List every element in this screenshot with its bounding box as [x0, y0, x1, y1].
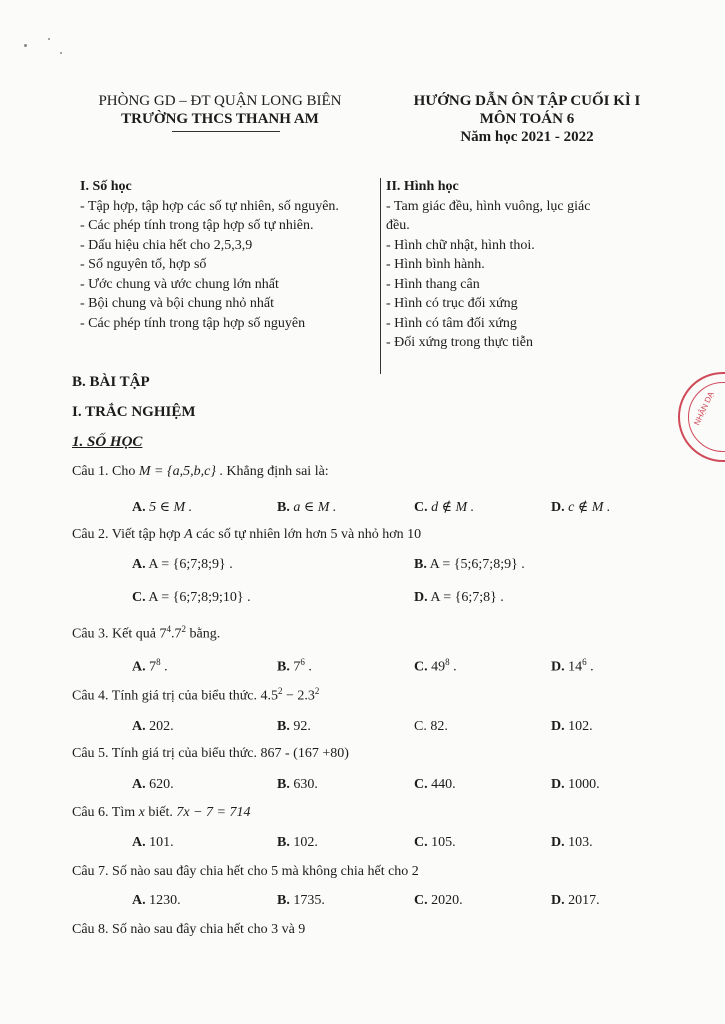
power-exponent: 2 — [181, 624, 186, 634]
option-letter: A. — [132, 659, 146, 675]
option-base: 7 — [293, 659, 301, 675]
option-exponent: 8 — [156, 657, 161, 667]
option-tail: . — [586, 659, 594, 675]
question-math: A — [184, 527, 193, 542]
q3-option-a — [132, 657, 168, 676]
option-base: 7 — [149, 659, 157, 675]
topic-item: - Hình thang cân — [386, 276, 480, 292]
option-letter: A. — [132, 777, 146, 792]
question-6 — [72, 805, 250, 821]
option-base: 49 — [431, 659, 446, 675]
red-stamp — [678, 372, 725, 462]
q2-option-c — [132, 590, 251, 606]
option-text: 105. — [431, 835, 456, 850]
question-label: Câu 1. Cho — [72, 464, 139, 479]
topic-item: đều. — [386, 218, 410, 233]
option-letter: B. — [277, 659, 290, 675]
power-exponent: 4 — [166, 624, 171, 634]
option-exponent: 6 — [582, 657, 587, 667]
q2-option-d — [414, 590, 504, 606]
school-year: Năm học 2021 - 2022 — [460, 129, 594, 145]
q5-option-b — [277, 777, 318, 793]
option-text: 101. — [149, 835, 174, 850]
q5-option-d — [551, 777, 600, 793]
topics-left-column — [80, 177, 339, 333]
option-text: 5 ∈ M . — [149, 500, 193, 515]
q1-option-c — [414, 499, 474, 516]
q5-option-a — [132, 777, 174, 793]
option-letter: C. — [414, 835, 428, 850]
q1-option-b — [277, 499, 336, 516]
option-letter: A. — [132, 719, 146, 734]
option-text: 92. — [293, 719, 311, 734]
expression-part: 4.5 — [260, 688, 279, 704]
option-text: 630. — [293, 777, 318, 792]
topic-item: - Hình chữ nhật, hình thoi. — [386, 237, 535, 253]
scan-speck — [48, 38, 50, 40]
option-letter: A. — [132, 893, 146, 908]
option-text: 102. — [568, 719, 593, 734]
topics-left-title: I. Số học — [80, 179, 132, 194]
expression-exponent: 2 — [278, 686, 283, 696]
topic-item: - Hình có trục đối xứng — [386, 296, 518, 311]
option-letter: C. — [414, 659, 428, 675]
question-8: Câu 8. Số nào sau đây chia hết cho 3 và 9 — [72, 922, 306, 937]
option-text: 1000. — [568, 777, 600, 792]
option-letter: B. — [277, 719, 290, 734]
question-label: Câu 4. Tính giá trị của biểu thức. — [72, 688, 261, 704]
expression-exponent: 2 — [314, 686, 320, 696]
question-3 — [72, 624, 220, 643]
dot: . — [170, 626, 175, 642]
option-letter: A. — [132, 835, 146, 850]
option-text: 620. — [149, 777, 174, 792]
q6-option-b — [277, 835, 318, 851]
q1-option-a — [132, 499, 192, 516]
option-letter: D. — [551, 719, 565, 734]
option-text: 2020. — [431, 893, 463, 908]
q4-option-d — [551, 719, 593, 735]
question-text: các số tự nhiên lớn hơn 5 và nhỏ hơn 10 — [192, 527, 422, 542]
q7-option-c — [414, 893, 463, 909]
option-letter: D. — [551, 659, 565, 675]
option-text: c ∉ M . — [568, 500, 611, 515]
school-name: TRƯỜNG THCS THANH AM — [121, 111, 319, 127]
option-exponent: 8 — [445, 657, 450, 667]
option-letter: B. — [277, 893, 290, 908]
option-letter: D. — [551, 835, 565, 850]
option-base: 14 — [568, 659, 583, 675]
option-letter: B. — [414, 557, 427, 572]
question-1 — [72, 464, 329, 480]
question-math: M = {a,5,b,c} — [138, 464, 216, 479]
question-text: biết. — [144, 805, 177, 820]
option-text: d ∉ M . — [431, 500, 475, 515]
red-stamp-text: NHẬN DẠ — [692, 390, 716, 427]
option-text: A = {6;7;8;9} . — [148, 557, 233, 572]
option-text: 440. — [431, 777, 456, 792]
option-text: 2017. — [568, 893, 600, 908]
topic-item: - Ước chung và ước chung lớn nhất — [80, 276, 279, 292]
department-name: PHÒNG GD – ĐT QUẬN LONG BIÊN — [98, 93, 342, 109]
q2-option-b — [414, 557, 525, 573]
option-letter: D. — [551, 777, 565, 792]
option-letter: C. — [132, 590, 146, 605]
option-text: 202. — [149, 719, 174, 734]
question-label: Câu 2. Viết tập hợp — [72, 527, 185, 542]
topic-item: - Các phép tính trong tập hợp số tự nhiên. — [80, 218, 314, 233]
topic-item: - Đối xứng trong thực tiễn — [386, 335, 533, 350]
topics-right-title: II. Hình học — [386, 179, 459, 194]
q7-option-d — [551, 893, 600, 909]
option-exponent: 6 — [300, 657, 305, 667]
topic-item: - Dấu hiệu chia hết cho 2,5,3,9 — [80, 237, 253, 253]
doc-subject: MÔN TOÁN 6 — [479, 111, 575, 127]
question-label: Câu 6. Tìm — [72, 805, 139, 820]
question-math: x — [138, 805, 145, 820]
q4-option-c — [414, 719, 448, 735]
option-text: A = {6;7;8;9;10} . — [148, 590, 251, 605]
option-letter: C. — [414, 500, 428, 515]
power-base: 7 — [174, 626, 182, 642]
question-text: bằng. — [185, 626, 221, 642]
topics-right-column — [386, 177, 590, 353]
scan-speck — [60, 52, 62, 54]
scan-speck — [24, 44, 27, 47]
option-letter: B. — [277, 500, 290, 515]
topic-item: - Hình có tâm đối xứng — [386, 315, 517, 331]
option-letter: B. — [277, 835, 290, 850]
topic-item: - Các phép tính trong tập hợp số nguyên — [80, 315, 306, 331]
doc-title: HƯỚNG DẪN ÔN TẬP CUỐI KÌ I — [413, 93, 641, 109]
q3-option-b — [277, 657, 312, 676]
section-exercises: B. BÀI TẬP — [72, 374, 150, 390]
option-letter: C. — [414, 777, 428, 792]
column-divider — [380, 178, 381, 374]
q5-option-c — [414, 777, 456, 793]
question-7: Câu 7. Số nào sau đây chia hết cho 5 mà không chia hết cho 2 — [72, 864, 419, 879]
option-text: 103. — [568, 835, 593, 850]
topic-item: - Tập hợp, tập hợp các số tự nhiên, số nguyên. — [80, 198, 339, 214]
section-arithmetic: 1. SỐ HỌC — [72, 434, 143, 450]
q6-option-c — [414, 835, 456, 851]
q3-option-c — [414, 657, 457, 676]
question-label: Câu 3. Kết quả — [72, 626, 160, 642]
option-letter: D. — [551, 500, 565, 515]
question-equation: 7x − 7 = 714 — [176, 805, 251, 820]
topic-item: - Số nguyên tố, hợp số — [80, 257, 207, 272]
school-underline — [172, 131, 280, 132]
option-text: 1230. — [149, 893, 181, 908]
red-stamp-inner-ring — [688, 382, 725, 452]
option-tail: . — [160, 659, 168, 675]
q1-option-d — [551, 499, 610, 516]
topic-item: - Hình bình hành. — [386, 257, 485, 272]
option-letter: D. — [551, 893, 565, 908]
option-letter: A. — [132, 557, 146, 572]
q7-option-b — [277, 893, 325, 909]
option-tail: . — [449, 659, 457, 675]
q4-option-b — [277, 719, 311, 735]
q4-option-a — [132, 719, 174, 735]
option-text: A = {6;7;8} . — [430, 590, 504, 605]
option-text: 102. — [293, 835, 318, 850]
section-multiple-choice: I. TRẮC NGHIỆM — [72, 404, 196, 420]
power-base: 7 — [159, 626, 167, 642]
q2-option-a — [132, 557, 233, 573]
topic-item: - Tam giác đều, hình vuông, lục giác — [386, 198, 591, 214]
expression-part: − 2.3 — [282, 688, 315, 704]
q7-option-a — [132, 893, 181, 909]
question-5: Câu 5. Tính giá trị của biểu thức. 867 - (167 +80) — [72, 746, 349, 761]
q6-option-a — [132, 835, 174, 851]
question-2 — [72, 527, 421, 543]
option-letter: C. — [414, 893, 428, 908]
option-tail: . — [304, 659, 312, 675]
option-letter: B. — [277, 777, 290, 792]
option-letter: D. — [414, 590, 428, 605]
question-text: . Khẳng định sai là: — [215, 464, 329, 479]
q6-option-d — [551, 835, 593, 851]
q3-option-d — [551, 657, 594, 676]
option-text: C. 82. — [414, 719, 448, 734]
option-text: A = {5;6;7;8;9} . — [429, 557, 525, 572]
option-text: 1735. — [293, 893, 325, 908]
option-letter: A. — [132, 500, 146, 515]
topic-item: - Bội chung và bội chung nhỏ nhất — [80, 296, 275, 311]
question-4 — [72, 686, 319, 705]
option-text: a ∈ M . — [293, 500, 337, 515]
